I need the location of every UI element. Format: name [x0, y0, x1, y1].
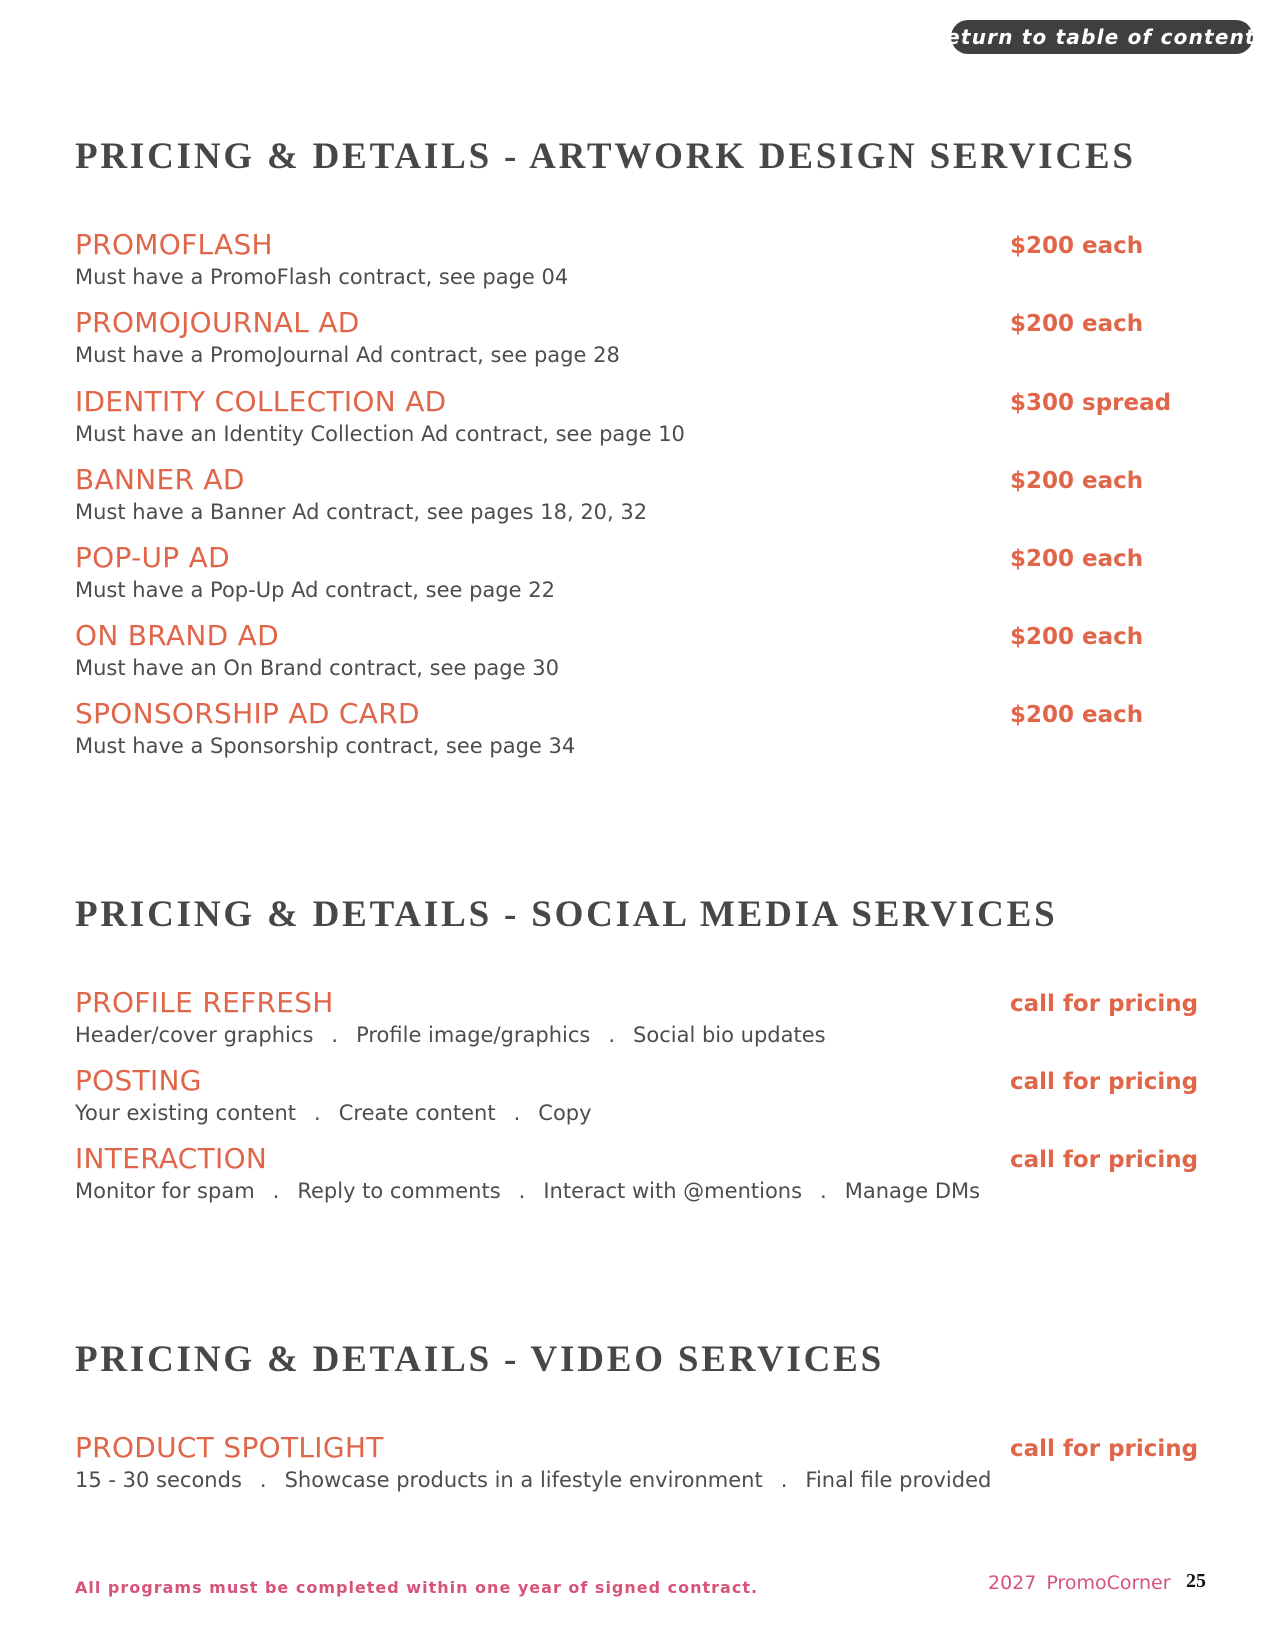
separator-dot: .: [314, 1101, 321, 1125]
item-description: [75, 498, 647, 526]
item-price: $200 each: [1010, 702, 1144, 728]
separator-dot: .: [272, 1179, 280, 1203]
list-item: [75, 464, 1235, 536]
item-name: PROMOFLASH: [75, 228, 273, 261]
list-item: [75, 1432, 1235, 1504]
description-part: Must have a PromoJournal Ad contract, see page 28: [75, 343, 620, 367]
description-part: Header/cover graphics: [75, 1023, 314, 1047]
list-item: [75, 620, 1235, 692]
section-social-media: [75, 893, 1235, 1203]
list-item: [75, 1143, 1235, 1215]
description-part: Must have an Identity Collection Ad contract, see page 10: [75, 422, 685, 446]
item-price: $300 spread: [1010, 390, 1172, 416]
description-part: Reply to comments: [297, 1179, 501, 1203]
item-price: call for pricing: [1010, 1069, 1199, 1095]
item-description: [75, 341, 620, 369]
item-description: [75, 654, 559, 682]
description-part: Must have an On Brand contract, see page 30: [75, 656, 559, 680]
footer-brand: [988, 1572, 1171, 1594]
item-description: [75, 576, 555, 604]
item-price: $200 each: [1010, 233, 1144, 259]
separator-dot: .: [518, 1179, 526, 1203]
description-part: Social bio updates: [633, 1023, 826, 1047]
separator-dot: .: [780, 1468, 788, 1492]
list-item: [75, 229, 1235, 301]
separator-dot: .: [820, 1179, 827, 1203]
section-artwork-design: [75, 135, 1235, 758]
list-item: [75, 307, 1235, 379]
item-name: POP-UP AD: [75, 541, 230, 574]
separator-dot: .: [513, 1101, 521, 1125]
item-price: call for pricing: [1010, 991, 1199, 1017]
description-part: Showcase products in a lifestyle environment: [284, 1468, 763, 1492]
description-part: Profile image/graphics: [356, 1023, 591, 1047]
separator-dot: .: [259, 1468, 267, 1492]
description-part: Must have a Banner Ad contract, see pages 18, 20, 32: [75, 500, 648, 524]
item-price: call for pricing: [1010, 1436, 1199, 1462]
list-item: [75, 542, 1235, 614]
list-item: [75, 698, 1235, 770]
footer-brand-name: PromoCorner: [1046, 1572, 1171, 1594]
section-title: PRICING & DETAILS - SOCIAL MEDIA SERVICES: [75, 894, 1058, 935]
list-item: [75, 1065, 1235, 1137]
footer-note: All programs must be completed within one year of signed contract.: [75, 1578, 759, 1597]
list-item: [75, 386, 1235, 458]
item-price: $200 each: [1010, 624, 1144, 650]
description-part: 15 - 30 seconds: [75, 1468, 242, 1492]
section-video: [75, 1338, 1235, 1492]
item-price: call for pricing: [1010, 1147, 1199, 1173]
description-part: Must have a Pop-Up Ad contract, see page 22: [75, 578, 555, 602]
section-title: PRICING & DETAILS - VIDEO SERVICES: [75, 1339, 885, 1380]
item-name: POSTING: [75, 1064, 202, 1097]
description-part: Copy: [538, 1101, 592, 1125]
item-name: BANNER AD: [75, 463, 245, 496]
item-description: [75, 1099, 592, 1127]
page-number: 25: [1186, 1570, 1206, 1592]
description-part: Interact with @mentions: [543, 1179, 803, 1203]
item-description: [75, 1021, 826, 1049]
list-item: [75, 987, 1235, 1059]
description-part: Your existing content: [75, 1101, 297, 1125]
separator-dot: .: [331, 1023, 339, 1047]
description-part: Create content: [338, 1101, 496, 1125]
item-name: ON BRAND AD: [75, 619, 279, 652]
item-description: [75, 420, 685, 448]
item-name: PRODUCT SPOTLIGHT: [75, 1431, 384, 1464]
item-price: $200 each: [1010, 546, 1144, 572]
item-name: INTERACTION: [75, 1142, 268, 1175]
footer-year: 2027: [988, 1572, 1037, 1594]
description-part: Must have a Sponsorship contract, see page 34: [75, 734, 576, 758]
description-part: Must have a PromoFlash contract, see page 04: [75, 265, 569, 289]
item-name: SPONSORSHIP AD CARD: [75, 697, 420, 730]
item-price: $200 each: [1010, 468, 1144, 494]
return-to-toc-button[interactable]: return to table of contents: [951, 20, 1253, 54]
separator-dot: .: [608, 1023, 616, 1047]
item-description: [75, 263, 568, 291]
item-price: $200 each: [1010, 311, 1144, 337]
item-name: PROMOJOURNAL AD: [75, 306, 360, 339]
section-title: PRICING & DETAILS - ARTWORK DESIGN SERVICES: [75, 136, 1136, 177]
item-name: IDENTITY COLLECTION AD: [75, 385, 447, 418]
description-part: Monitor for spam: [75, 1179, 255, 1203]
description-part: Manage DMs: [844, 1179, 981, 1203]
item-description: [75, 1177, 980, 1205]
item-name: PROFILE REFRESH: [75, 986, 334, 1019]
item-description: [75, 732, 575, 760]
item-description: [75, 1466, 991, 1494]
description-part: Final file provided: [805, 1468, 992, 1492]
